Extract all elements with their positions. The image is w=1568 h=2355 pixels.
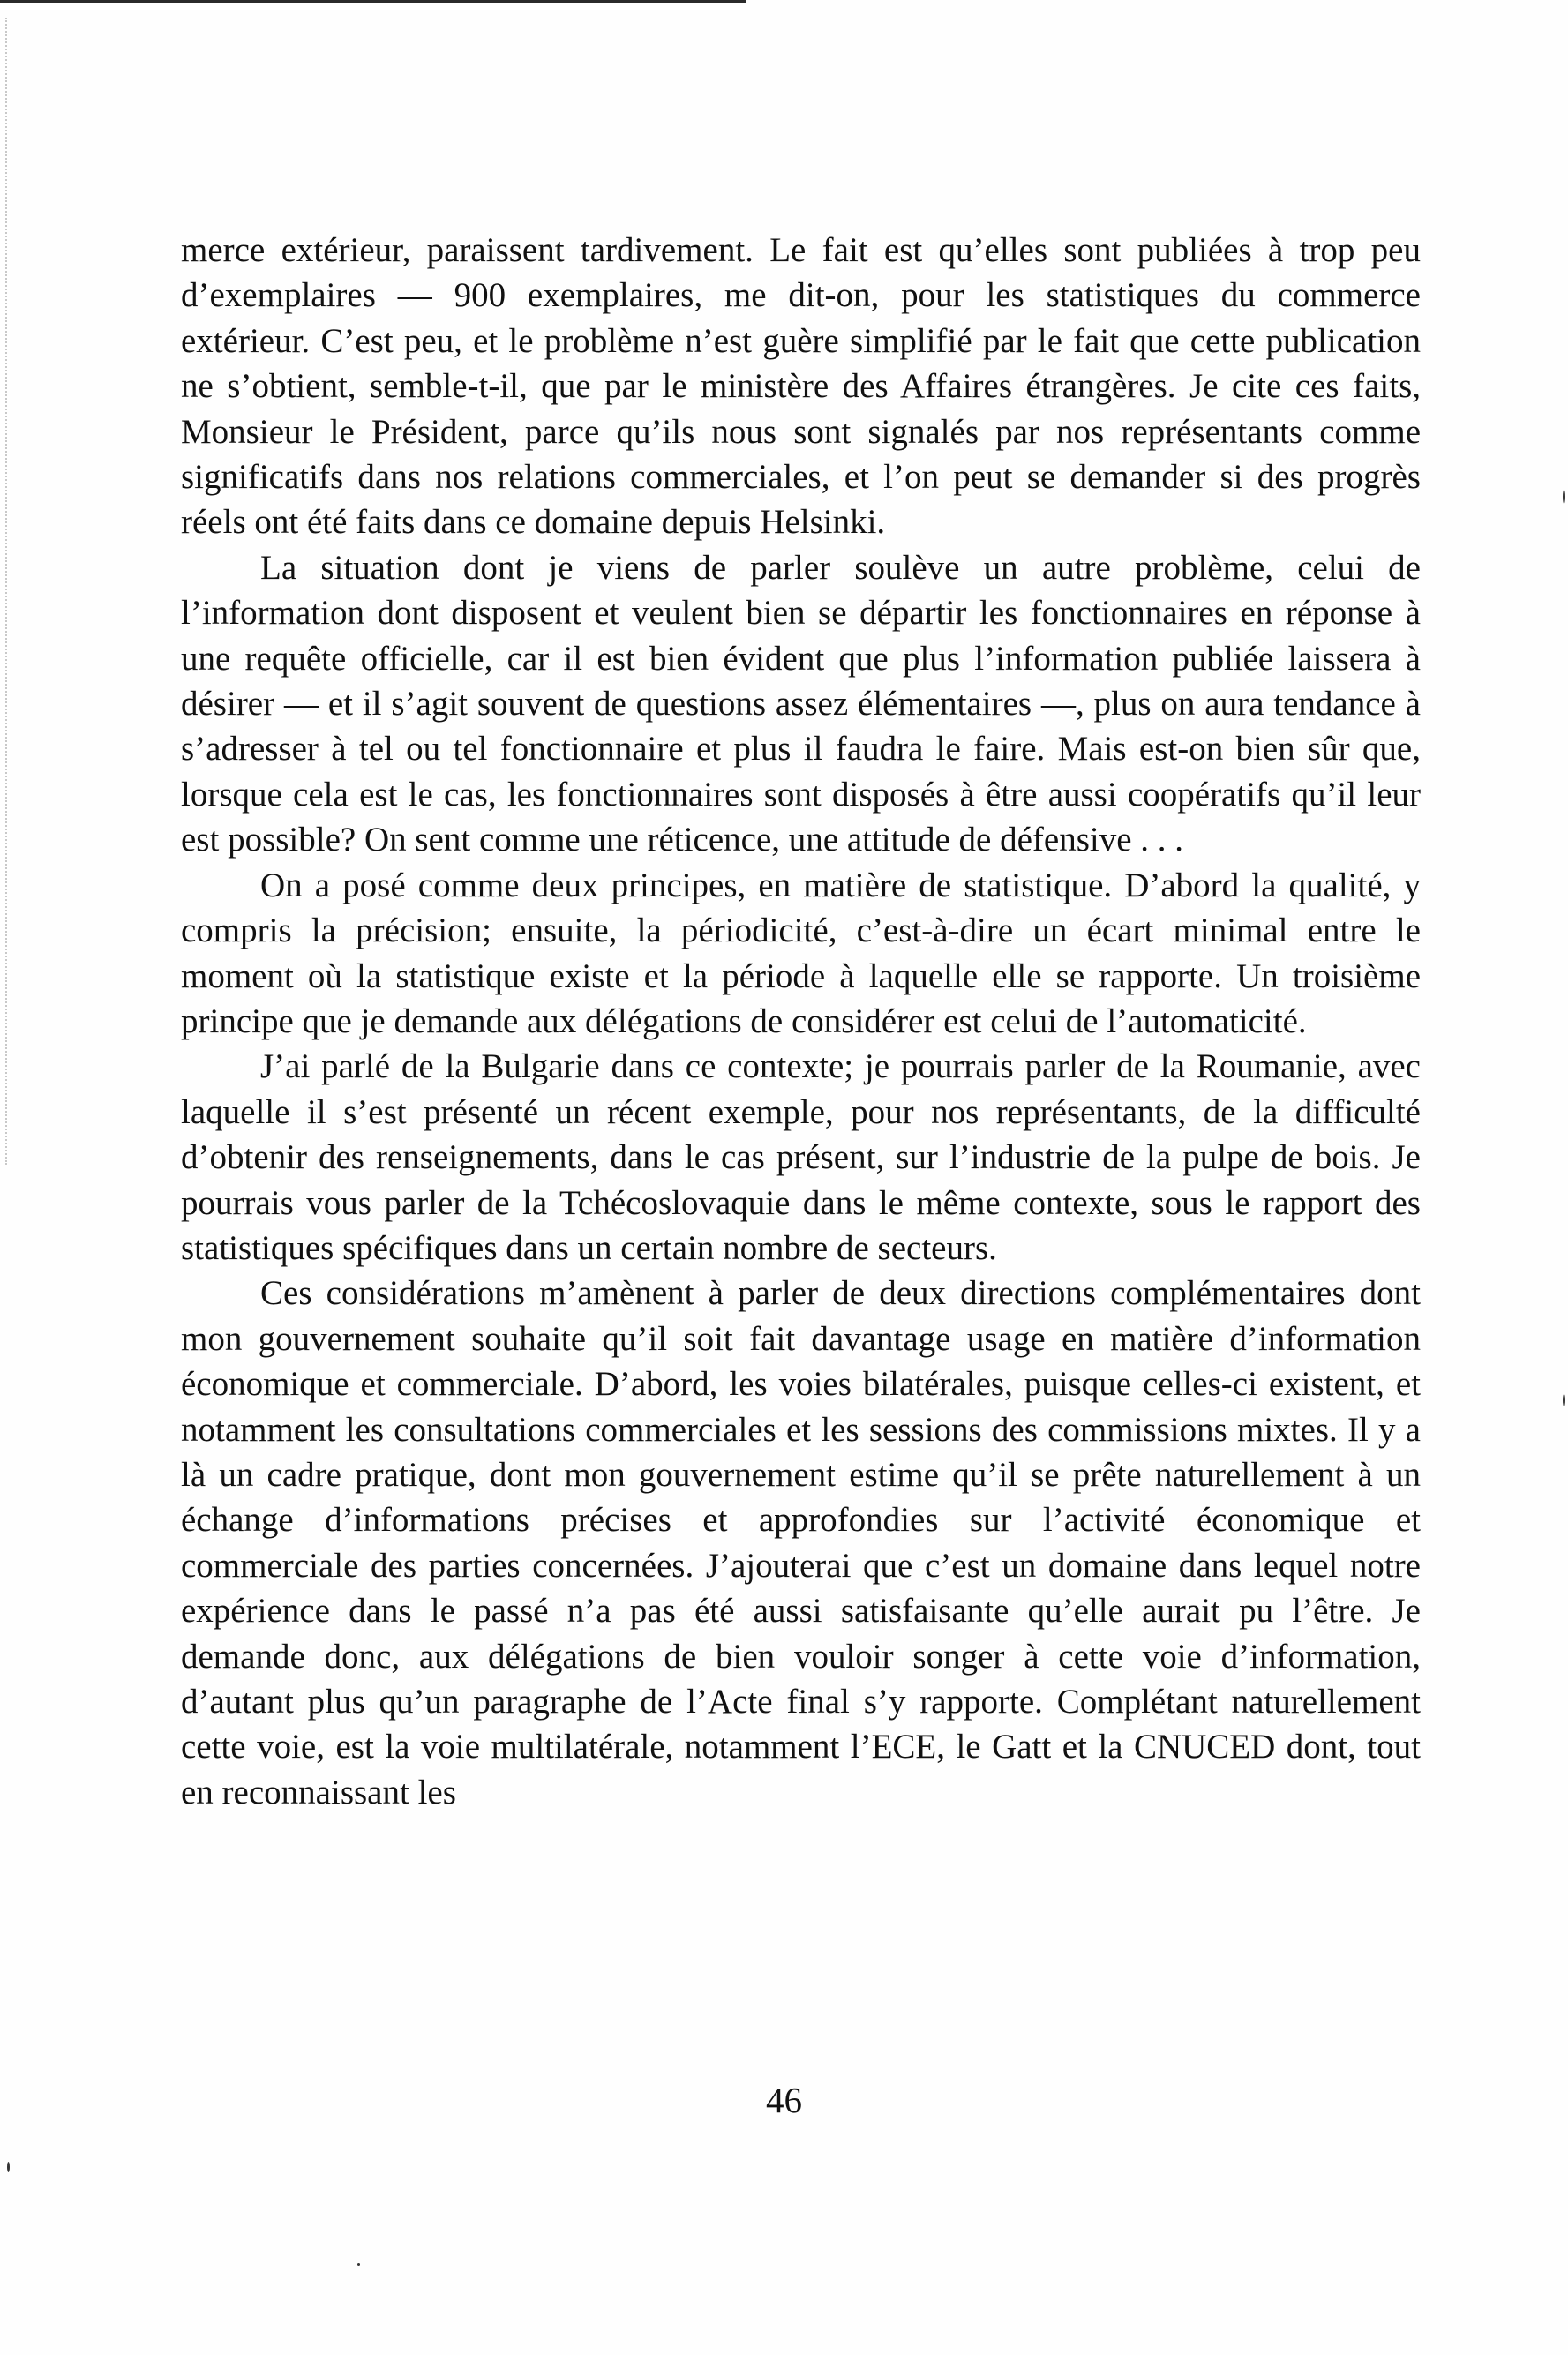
paragraph-5: Ces considérations m’amènent à parler de deux directions complémentaires dont mon gouvernement souhaite qu’il soit fait davantage usage en matière d’information économique et commerciale. D’abord, les voies bilatérales, puisque celles-ci existent, et notamment les consultations commerciales et les sessions des commissions mixtes. Il y a là un cadre pratique, dont mon gouvernement estime qu’il se prête naturellement à un échange d’informations précises et approfondies sur l’activité économique et commerciale des parties concernées. J’ajouterai que c’est un domaine dans lequel notre expérience dans le passé n’a pas été aussi satisfaisante qu’elle aurait pu l’être. Je demande donc, aux délégations de bien vouloir songer à cette voie d’information, d’autant plus qu’un paragraphe de l’Acte final s’y rapporte. Complétant naturellement cette voie, est la voie multilatérale, notamment l’ECE, le Gatt et la CNUCED dont, tout en reconnaissant les [181, 1274, 1421, 1811]
scan-top-rule [0, 0, 746, 3]
page-number: 46 [766, 2080, 802, 2120]
paragraph-2: La situation dont je viens de parler soulève un autre problème, celui de l’information dont disposent et veulent bien se départir les fonctionnaires en réponse à une requête officielle, car il est bien évident que plus l’information publiée laissera à désirer — et il s’agit souvent de questions assez élémentaires —, plus on aura tendance à s’adresser à tel ou tel fonctionnaire et plus il faudra le faire. Mais est-on bien sûr que, lorsque cela est le cas, les fonctionnaires sont disposés à être aussi coopératifs qu’il leur est possible? On sent comme une réticence, une attitude de défensive . . . [181, 548, 1421, 859]
scan-left-edge [5, 18, 9, 1165]
scan-speck [1563, 1394, 1565, 1406]
paragraph-1: merce extérieur, paraissent tardivement. Le fait est qu’elles sont publiées à trop peu d’exemplaires — 900 exemplaires, me dit-on, pour les statistiques du commerce extérieur. C’est peu, et le problème n’est guère simplifié par le fait que cette publication ne s’obtient, semble-t-il, que par le ministère des Affaires étrangères. Je cite ces faits, Monsieur le Président, parce qu’ils nous sont signalés par nos représentants comme significatifs dans nos relations commerciales, et l’on peut se demander si des progrès réels ont été faits dans ce domaine depuis Helsinki. [181, 231, 1421, 542]
scan-speck [357, 2263, 360, 2266]
scan-speck [7, 2162, 10, 2172]
paragraph-4: J’ai parlé de la Bulgarie dans ce contexte; je pourrais parler de la Roumanie, avec laquelle il s’est présenté un récent exemple, pour nos représentants, de la difficulté d’obtenir des renseignements, dans le cas présent, sur l’industrie de la pulpe de bois. Je pourrais vous parler de la Tchécoslovaquie dans le même contexte, sous le rapport des statistiques spécifiques dans un certain nombre de secteurs. [181, 1047, 1421, 1267]
paragraph-3: On a posé comme deux principes, en matière de statistique. D’abord la qualité, y compris la précision; ensuite, la périodicité, c’est-à-dire un écart minimal entre le moment où la statistique existe et la période à laquelle elle se rapporte. Un troisième principe que je demande aux délégations de considérer est celui de l’automaticité. [181, 866, 1421, 1040]
body-text [181, 228, 1421, 1815]
scan-speck [1563, 490, 1565, 504]
